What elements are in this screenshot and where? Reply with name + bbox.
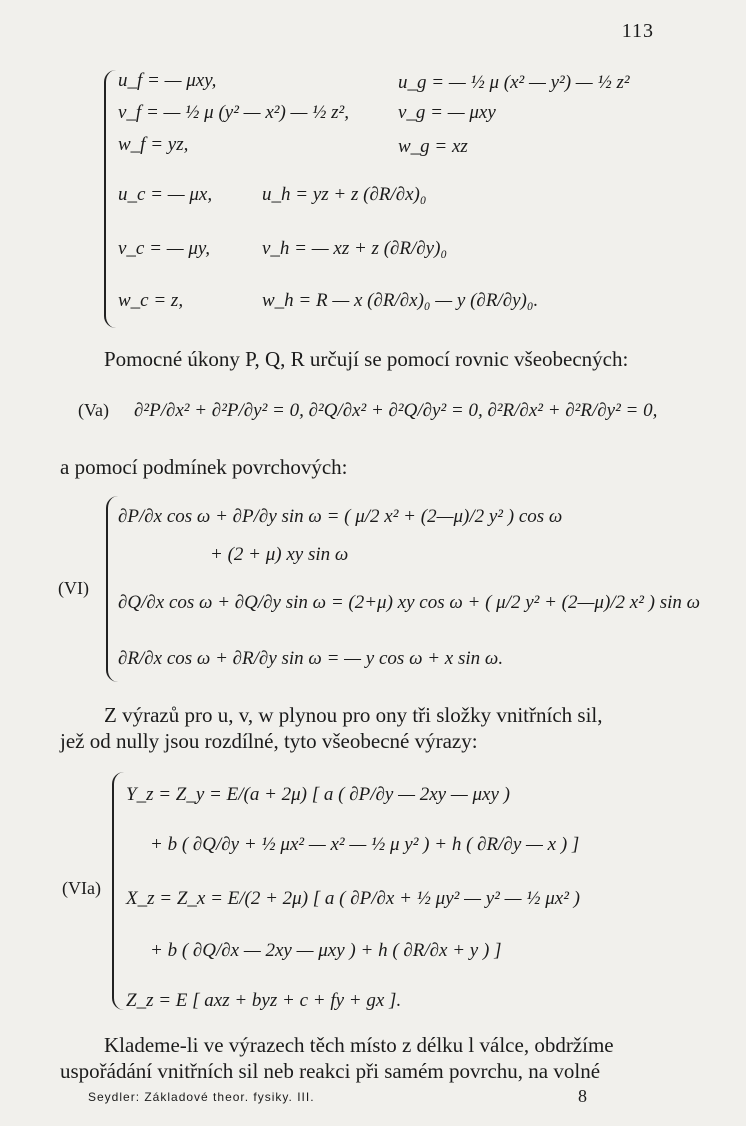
paragraph-length-l-2: uspořádání vnitřních sil neb reakci při samém povrchu, na volné — [60, 1059, 601, 1083]
eq-wc: w_c = z, — [118, 290, 184, 311]
eq-vi-line3: ∂Q/∂x cos ω + ∂Q/∂y sin ω = (2+μ) xy cos ω + ( μ/2 y² + (2—μ)/2 x² ) sin ω — [118, 592, 701, 613]
eq-uh: u_h = yz + z (∂R/∂x)₀ — [262, 184, 427, 205]
paragraph-auxiliary: Pomocné úkony P, Q, R určují se pomocí rovnic všeobecných: — [104, 347, 629, 371]
eq-via-label: (VIa) — [62, 878, 101, 898]
eq-vi-brace — [106, 496, 118, 682]
eq-via-line3: X_z = Z_x = E/(2 + 2μ) [ a ( ∂P/∂x + ½ μy² — y² — ½ μx² ) — [126, 888, 581, 909]
eq-vf: v_f = — ½ μ (y² — x²) — ½ z², — [118, 102, 350, 123]
eq-wf: w_f = yz, — [118, 134, 189, 155]
footer-signature-number: 8 — [578, 1086, 587, 1106]
eq-via-line2: + b ( ∂Q/∂y + ½ μx² — x² — ½ μ y² ) + h ( ∂R/∂y — x ) ] — [150, 834, 580, 855]
paragraph-internal-forces-1: Z výrazů pro u, v, w plynou pro ony tři složky vnitřních sil, — [104, 703, 603, 727]
eq-wg: w_g = xz — [398, 136, 468, 157]
page-number: 113 — [621, 20, 654, 42]
paragraph-surface-conditions: a pomocí podmínek povrchových: — [60, 455, 348, 479]
eq-va-label: (Va) — [78, 400, 109, 420]
eq-vi-line1: ∂P/∂x cos ω + ∂P/∂y sin ω = ( μ/2 x² + (2—μ)/2 y² ) cos ω — [118, 506, 563, 527]
eq-vi-line2: + (2 + μ) xy sin ω — [210, 544, 349, 565]
eq-vg: v_g = — μxy — [398, 102, 496, 123]
paragraph-length-l-1: Klademe-li ve výrazech těch místo z délku l válce, obdržíme — [104, 1033, 614, 1057]
eq-va: ∂²P/∂x² + ∂²P/∂y² = 0, ∂²Q/∂x² + ∂²Q/∂y² = 0, ∂²R/∂x² + ∂²R/∂y² = 0, — [134, 400, 658, 421]
footer-citation: Seydler: Základové theor. fysiky. III. — [88, 1090, 315, 1104]
eq-vi-label: (VI) — [58, 578, 89, 598]
eq-via-line1: Y_z = Z_y = E/(a + 2μ) [ a ( ∂P/∂y — 2xy — μxy ) — [126, 784, 510, 805]
eq-wh: w_h = R — x (∂R/∂x)₀ — y (∂R/∂y)₀. — [262, 290, 539, 311]
eq-via-line5: Z_z = E [ axz + byz + c + fy + gx ]. — [126, 990, 402, 1011]
eq-uf: u_f = — μxy, — [118, 70, 217, 91]
eq-via-brace — [112, 772, 124, 1010]
eq-vc: v_c = — μy, — [118, 238, 211, 259]
eq-ug: u_g = — ½ μ (x² — y²) — ½ z² — [398, 72, 630, 93]
block1-brace — [104, 70, 116, 328]
eq-vh: v_h = — xz + z (∂R/∂y)₀ — [262, 238, 448, 259]
eq-vi-line4: ∂R/∂x cos ω + ∂R/∂y sin ω = — y cos ω + x sin ω. — [118, 648, 504, 669]
eq-via-line4: + b ( ∂Q/∂x — 2xy — μxy ) + h ( ∂R/∂x + y ) ] — [150, 940, 502, 961]
eq-uc: u_c = — μx, — [118, 184, 213, 205]
paragraph-internal-forces-2: jež od nully jsou rozdílné, tyto všeobecné výrazy: — [60, 729, 478, 753]
